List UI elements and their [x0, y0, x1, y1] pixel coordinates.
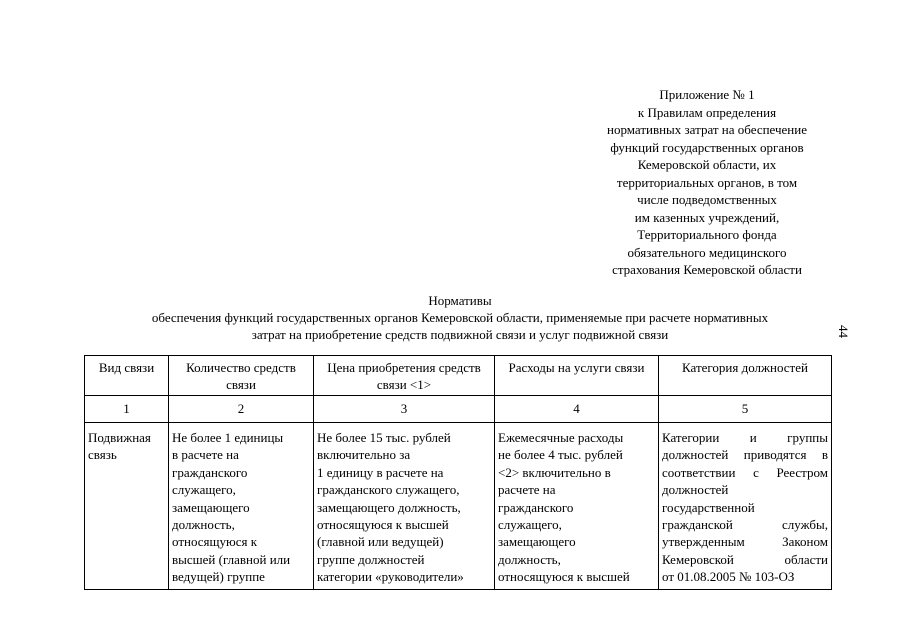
table-number-row — [85, 396, 832, 423]
cell-position-category — [659, 429, 832, 590]
document-title — [60, 292, 860, 343]
cell-line: относящуюся к высшей — [498, 569, 630, 585]
cell-line: Кемеровской области — [662, 551, 828, 567]
cell-line: служащего, — [172, 482, 236, 498]
cell-line: соответствии с Реестром — [662, 464, 828, 480]
appendix-line: Кемеровской области, их — [637, 157, 777, 172]
cell-line: должность, — [498, 551, 561, 567]
cell-line: должность, — [172, 517, 235, 533]
cell-purchase-price — [314, 429, 495, 590]
cell-line: утвержденным Законом — [662, 534, 828, 550]
cell-line: гражданского — [172, 464, 248, 480]
cell-line: замещающего должность, — [317, 499, 461, 515]
cell-line: Подвижная — [88, 430, 151, 445]
cell-line: Не более 1 единицы — [172, 430, 284, 445]
cell-line: Ежемесячные расходы — [498, 430, 624, 445]
table-row — [85, 429, 832, 590]
title-heading: Нормативы — [428, 293, 492, 308]
cell-line: Категории и группы — [662, 430, 828, 445]
header-cell: Количество средств связи — [169, 356, 314, 396]
cell-line: ведущей) группе — [172, 569, 265, 585]
cell-line: гражданского — [498, 499, 574, 515]
appendix-line: нормативных затрат на обеспечение — [606, 122, 807, 137]
cell-line: категории «руководители» — [317, 569, 464, 585]
appendix-line: к Правилам определения — [637, 104, 777, 120]
header-cell: Цена приобретения средств связи <1> — [314, 356, 495, 396]
cell-line: 1 единицу в расчете на — [317, 464, 444, 480]
cell-line: служащего, — [498, 517, 562, 533]
appendix-line: функций государственных органов — [610, 139, 804, 155]
cell-device-count — [169, 429, 314, 590]
cell-line: Не более 15 тыс. рублей — [317, 430, 451, 445]
norms-table — [84, 355, 832, 590]
cell-service-costs — [495, 429, 659, 590]
column-number: 1 — [85, 396, 169, 423]
page-number: 44 — [836, 325, 851, 338]
cell-line: от 01.08.2005 № 103-ОЗ — [662, 569, 795, 585]
column-number: 5 — [659, 396, 832, 423]
cell-line: замещающего — [498, 534, 576, 550]
appendix-line: территориальных органов, в том — [616, 174, 798, 190]
cell-line: должностей приводятся в — [662, 447, 828, 463]
cell-line: связь — [88, 447, 117, 463]
cell-line: относящуюся к — [172, 534, 258, 550]
appendix-line: страхования Кемеровской области — [612, 262, 802, 277]
cell-line: не более 4 тыс. рублей — [498, 447, 623, 463]
header-cell: Категория должностей — [659, 356, 832, 396]
appendix-line: им казенных учреждений, — [634, 209, 780, 225]
cell-line: гражданской службы, — [662, 517, 828, 533]
cell-line: в расчете на — [172, 447, 239, 463]
column-number: 2 — [169, 396, 314, 423]
appendix-line: Приложение № 1 — [659, 87, 755, 102]
appendix-line: числе подведомственных — [637, 192, 777, 207]
cell-line: (главной или ведущей) — [317, 534, 444, 550]
column-number: 4 — [495, 396, 659, 423]
cell-line: относящуюся к высшей — [317, 517, 449, 533]
appendix-line: обязательного медицинского — [627, 244, 787, 260]
cell-line: включительно за — [317, 447, 411, 463]
cell-communication-type — [85, 429, 169, 590]
cell-line: должностей — [662, 482, 729, 498]
appendix-line: Территориального фонда — [637, 227, 777, 242]
header-cell: Вид связи — [85, 356, 169, 396]
table-header-row — [85, 356, 832, 396]
header-cell: Расходы на услуги связи — [495, 356, 659, 396]
cell-line: высшей (главной или — [172, 551, 291, 567]
column-number: 3 — [314, 396, 495, 423]
cell-line: гражданского служащего, — [317, 482, 460, 498]
cell-line: группе должностей — [317, 551, 425, 567]
title-line-1: обеспечения функций государственных органов Кемеровской области, применяемые при расчете нормативных — [151, 310, 769, 325]
cell-line: замещающего — [172, 499, 250, 515]
cell-line: расчете на — [498, 482, 556, 498]
cell-line: <2> включительно в — [498, 464, 611, 480]
title-line-2: затрат на приобретение средств подвижной связи и услуг подвижной связи — [251, 327, 669, 342]
cell-line: государственной — [662, 499, 755, 515]
appendix-header — [566, 86, 848, 279]
